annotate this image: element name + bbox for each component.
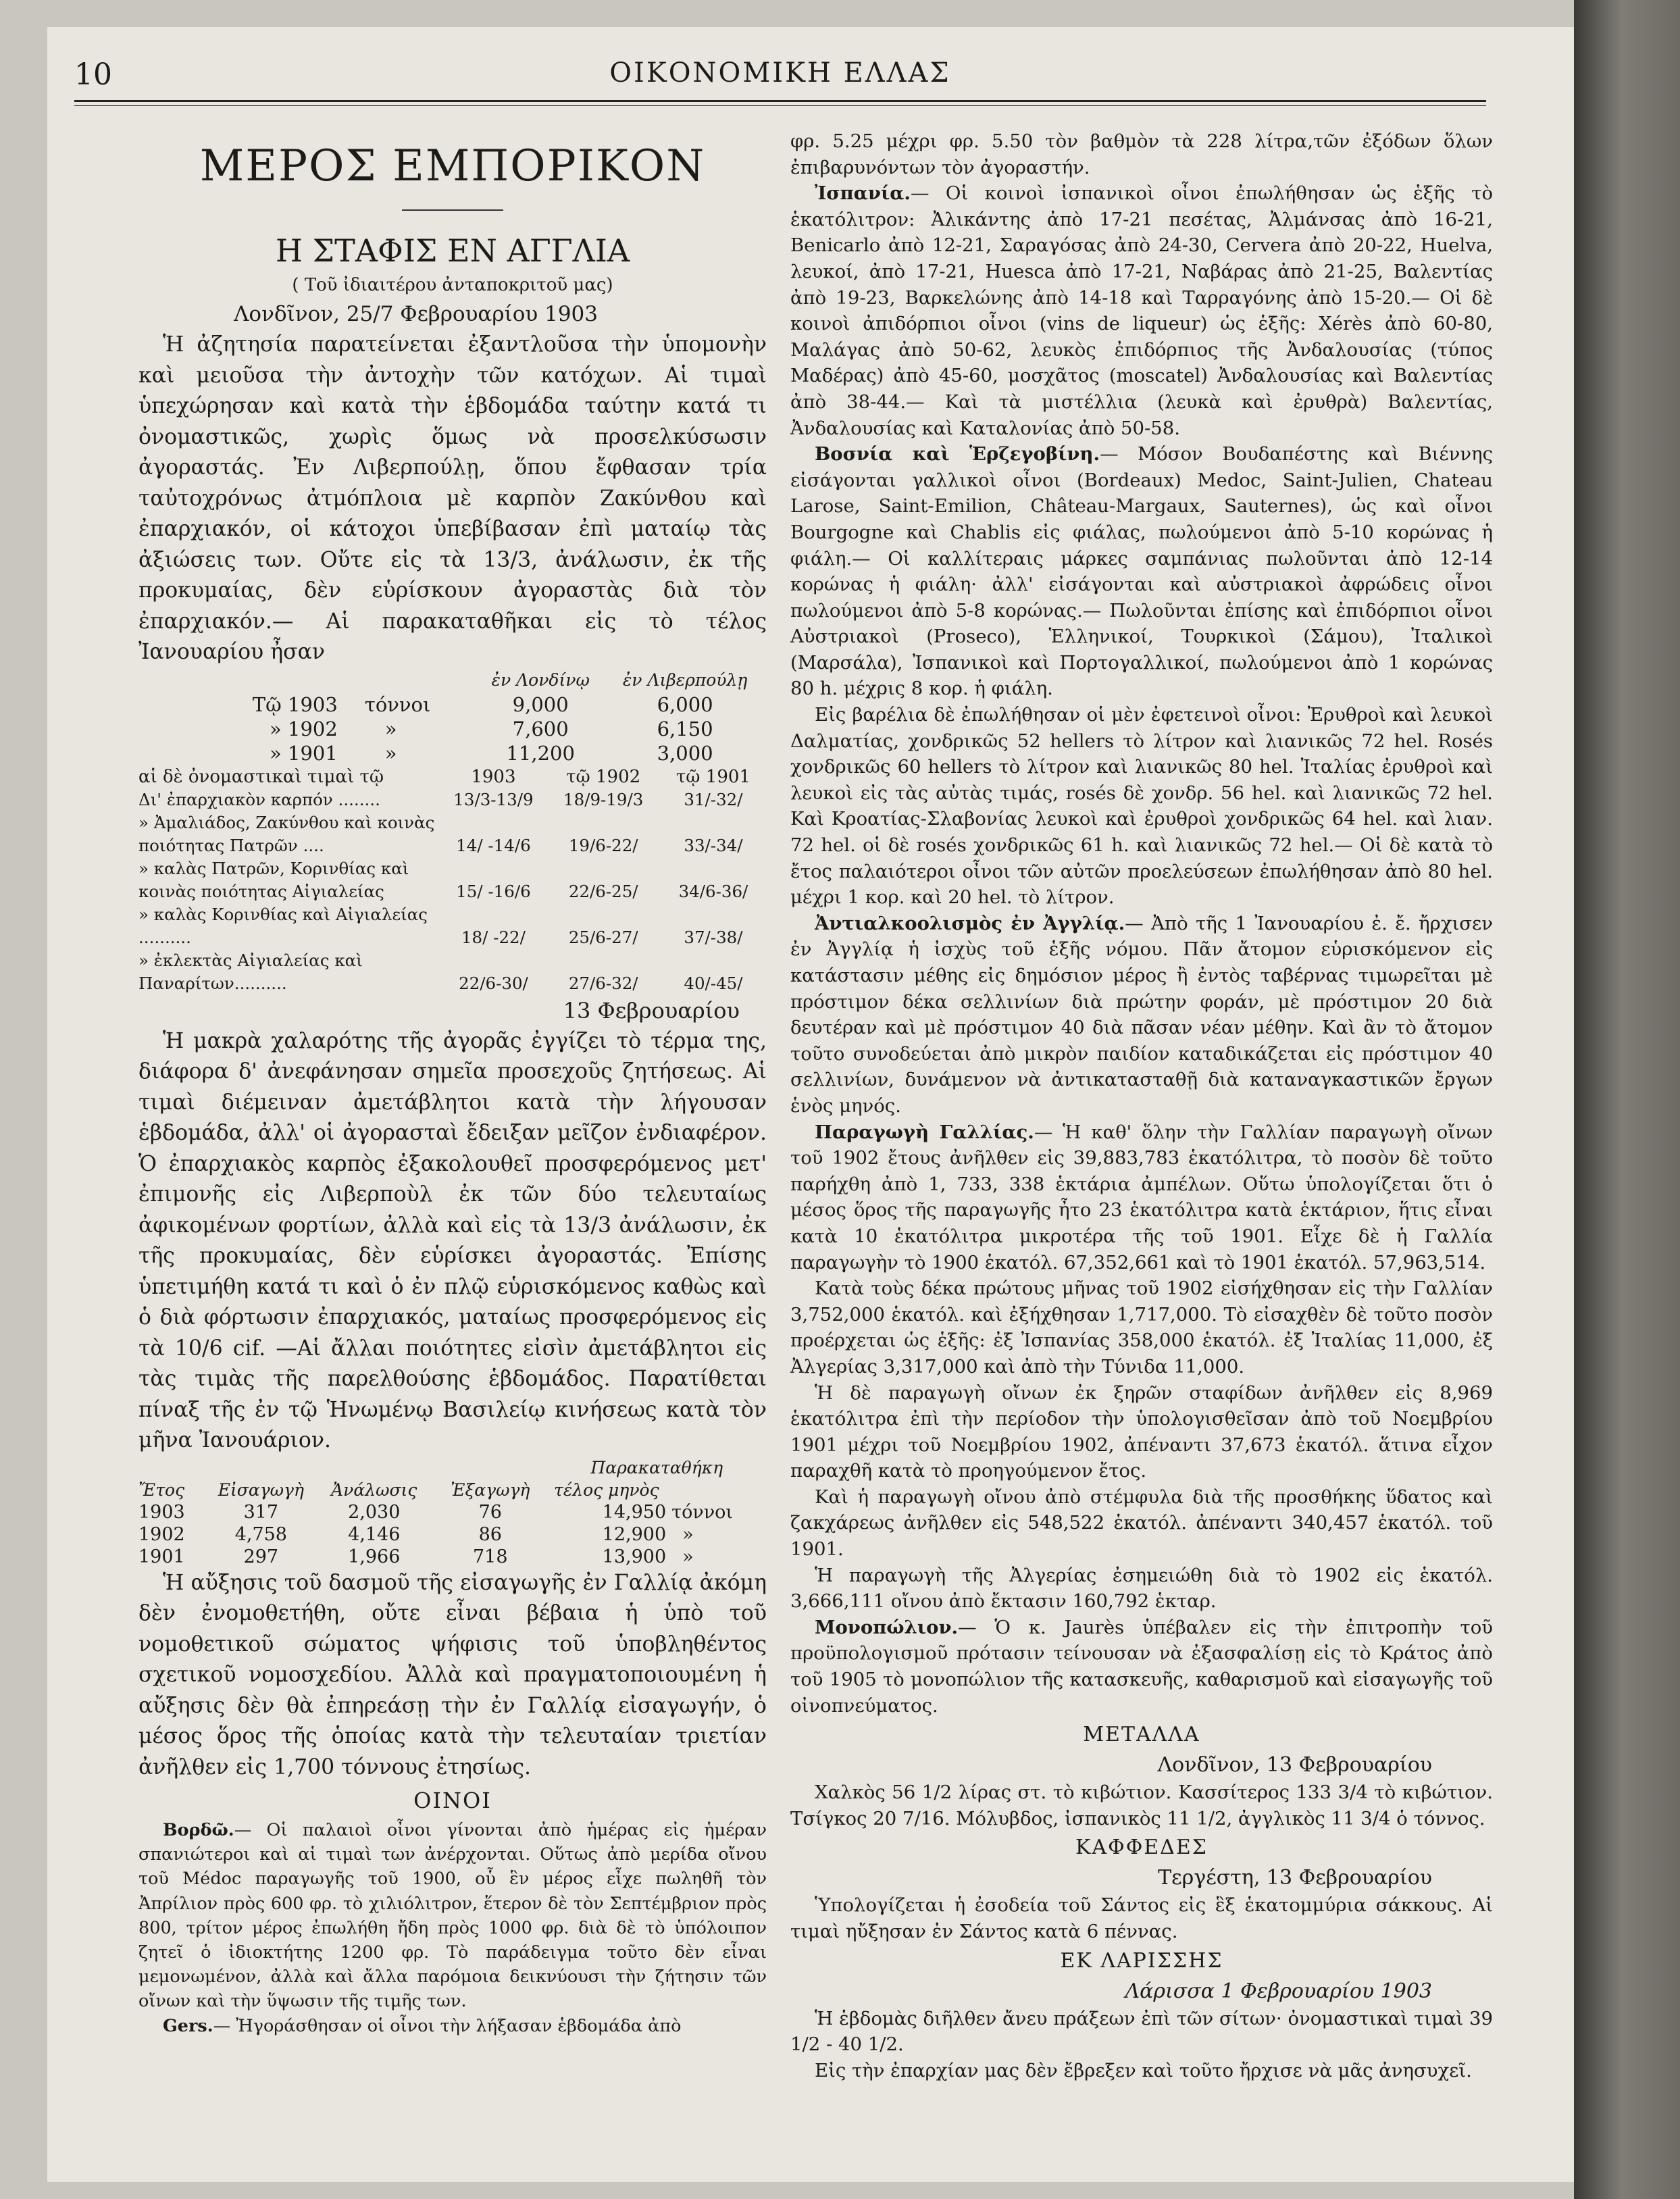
article-paragraph: Κατὰ τοὺς δέκα πρώτους μῆνας τοῦ 1902 εἰσήχθησαν εἰς τὴν Γαλλίαν 3,752,000 ἑκατόλ. καὶ ἐξήχθησαν 1,717,000. Τὸ εἰσαχθὲν δὲ τοῦτο ποσὸν προέρχεται ὡς ἑξῆς: ἐξ Ἰσπανίας 358,000 ἑκατόλ. ἐξ Ἰταλίας 11,000, ἐξ Ἀλγερίας 3,317,000 καὶ ἀπὸ τὴν Τύνιδα 11,000.: [790, 1278, 1493, 1377]
section-heading-metals: ΜΕΤΑΛΛΑ: [1083, 1723, 1200, 1747]
metals-dateline: Λονδῖνον, 13 Φεβρουαρίου: [1157, 1753, 1432, 1777]
article-paragraph: Ἡ μακρὰ χαλαρότης τῆς ἀγορᾶς ἐγγίζει τὸ τέρμα της, διάφορα δ' ἀνεφάνησαν σημεῖα προσεχοῦς ζητήσεως. Αἱ τιμαὶ διέμειναν ἀμετάβλητοι κατὰ τὴν λήγουσαν ἑβδομάδα, ἀλλ' οἱ ἀγορασταὶ ἔδειξαν μεῖζον ἐνδιαφέρον. Ὁ ἐπαρχιακὸς καρπὸς ἐξακολουθεῖ προσφερόμενος μετ' ἐπιμονῆς εἰς Λιβερποὺλ ἐκ τῶν δύο τελευταίως ἀφικομένων φορτίων, ἀλλὰ καὶ εἰς τὰ 13/3 ἀνάλωσιν, ἐκ τῆς προκυμαίας, δὲν εὑρίσκει ἀγοραστάς. Ἐπίσης ὑπετιμήθη κατά τι καὶ ὁ ἐν πλῷ εὑρισκόμενος καθὼς καὶ ὁ διὰ φόρτωσιν ἐπαρχιακός, ματαίως προσφερόμενος εἰς τὰ 10/6 cif. —Αἱ ἄλλαι ποιότητες εἰσὶν ἀμετάβλητοι εἰς τὰς τιμὰς τῆς παρελθούσης ἑβδομάδος. Παρατίθεται πίναξ τῆς ἐν τῷ Ἡνωμένῳ Βασιλείῳ κινήσεως κατὰ τὸν μῆνα Ἰανουάριον.: [138, 1028, 767, 1452]
section-heading-wines: ΟΙΝΟΙ: [413, 1788, 492, 1813]
article-paragraph: Εἰς τὴν ἐπαρχίαν μας δὲν ἔβρεξεν καὶ τοῦτο ἤρχισε νὰ μᾶς ἀνησυχεῖ.: [815, 2059, 1472, 2081]
lead-word: Βορδῶ.: [163, 1820, 234, 1840]
article-paragraph: Βορδῶ.— Οἱ παλαιοὶ οἶνοι γίνονται ἀπὸ ἡμέρας εἰς ἡμέραν σπανιώτεροι καὶ αἱ τιμαὶ των ἀνέρχονται. Οὕτως ἀπὸ μερίδα οἴνου τοῦ Médoc παραγωγῆς τοῦ 1900, οὗ ἓν μέρος εἶχε πωληθῆ τὸν Ἀπρίλιον πρὸς 600 φρ. τὸ χιλιόλιτρον, ἕτερον δὲ τὸν Σεπτέμβριον πρὸς 800, τρίτον μέρος ἐπωλήθη ἤδη πρὸς 1000 φρ. διὰ δὲ τὸ ὑπόλοιπον ζητεῖ ὁ ἰδιοκτήτης 1200 φρ. Τὸ παράδειγμα τοῦτο δὲν εἶναι μεμονωμένον, ἀλλὰ καὶ ἄλλα παρόμοια δεικνύουσι τὴν ζήτησιν τῶν οἴνων καὶ τὴν ὕψωσιν τῆς τιμῆς των.: [138, 1820, 767, 2012]
article-paragraph: Εἰς βαρέλια δὲ ἐπωλήθησαν οἱ μὲν ἐφετεινοὶ οἶνοι: Ἐρυθροὶ καὶ λευκοὶ Δαλματίας, χονδρικῶς 52 hellers τὸ λίτρον καὶ λιανικῶς 72 hel. Rosés χονδρικῶς 60 hellers τὸ λίτρον καὶ λιανικῶς 80 hel. Ἰταλίας ἐρυθροὶ καὶ λευκοὶ εἰς τὰς αὐτὰς τιμάς, rosés δὲ χονδρ. 56 hel. καὶ λιανικῶς 72 hel. Καὶ Κροατίας-Σλαβονίας λευκοὶ καὶ ἐρυθροὶ χονδρικῶς 64 hel. καὶ λιαν. 72 hel. οἱ δὲ rosés χονδρικῶς 61 h. καὶ λιανικῶς 72 hel.— Οἱ δὲ κατὰ τὸ ἔτος παλαιότεροι οἶνοι τῶν αὐτῶν προελεύσεων ἐπωλήθησαν ἀπὸ 80 hel. μέχρι 1 κορ. καὶ 20 hel. τὸ λίτρον.: [790, 704, 1493, 909]
article-paragraph: Gers.— Ἠγοράσθησαν οἱ οἶνοι τὴν λήξασαν ἑβδομάδα ἀπὸ: [163, 2015, 682, 2036]
article-paragraph: Ἡ παραγωγὴ τῆς Ἀλγερίας ἐσημειώθη διὰ τὸ 1902 εἰς ἑκατόλ. 3,666,111 οἴνου ἀπὸ ἔκτασιν 160,792 ἑκταρ.: [790, 1564, 1493, 1613]
section-heading-larissa: ΕΚ ΛΑΡΙΣΣΗΣ: [1060, 1948, 1223, 1973]
lead-word: Βοσνία καὶ Ἑρζεγοβίνη.: [815, 443, 1100, 465]
article-byline: ( Τοῦ ἰδιαιτέρου ἀνταποκριτοῦ μας): [292, 275, 613, 295]
stock-head-liverpool: ἐν Λιβερπούλῃ: [622, 669, 748, 690]
table-row: » Ἀμαλιάδος, Ζακύνθου καὶ κοινὰς ποιότητας Πατρῶν .... 14/ -14/6 19/6-22/ 33/-34/: [138, 812, 743, 855]
header-rule: [74, 100, 1486, 102]
article-paragraph: Χαλκὸς 56 1/2 λίρας στ. τὸ κιβώτιον. Κασσίτερος 133 3/4 τὸ κιβώτιον. Τσίγκος 20 7/16. Μόλυβδος, ἰσπανικὸς 11 1/2, ἀγγλικὸς 11 3/4 ὁ τόννος.: [790, 1781, 1493, 1829]
article-paragraph: Ἡ αὔξησις τοῦ δασμοῦ τῆς εἰσαγωγῆς ἐν Γαλλίᾳ ἀκόμη δὲν ἐνομοθετήθη, οὔτε εἶναι βέβαια ἡ ὑπὸ τοῦ νομοθετικοῦ σώματος ψήφισις τοῦ ὑποβληθέντος σχετικοῦ νομοσχεδίου. Ἀλλὰ καὶ πραγματοποιουμένη ἡ αὔξησις δὲν θὰ ἐπηρεάσῃ τὴν ἐν Γαλλίᾳ εἰσαγωγήν, ὁ μέσος ὅρος τῆς ὁποίας κατὰ τὴν τελευταίαν τριετίαν ἀνῆλθεν εἰς 1,700 τόννους ἐτησίως.: [138, 1570, 767, 1779]
article-paragraph: Παραγωγὴ Γαλλίας.— Ἡ καθ' ὅλην τὴν Γαλλίαν παραγωγὴ οἴνων τοῦ 1902 ἔτους ἀνῆλθεν εἰς 39,883,783 ἑκατόλιτρα, τὸ ποσὸν δὲ τοῦτο παρήχθη ἀπὸ 1, 733, 338 ἑκτάρια ἀμπέλων. Οὕτω ὑπολογίζεται ὅτι ὁ μέσος ὅρος τῆς παραγωγῆς ἦτο 23 ἑκατόλιτρα κατὰ ἑκτάριον, ἥτις εἶναι κατὰ 10 ἑκατόλιτρα μικροτέρα τῆς τοῦ 1901. Εἶχε δὲ ἡ Γαλλία παραγωγὴν τὸ 1900 ἑκατόλ. 67,352,661 καὶ τὸ 1901 ἑκατόλ. 57,963,514.: [790, 1121, 1493, 1273]
table-row: 1901 297 1,966 718 13,900 »: [138, 1546, 694, 1567]
page-edge-shadow: [1574, 0, 1680, 2199]
table-row: 1902 4,758 4,146 86 12,900 »: [138, 1523, 694, 1545]
movement-table: Παρακαταθήκη Ἔτος Εἰσαγωγὴ Ἀνάλωσις Ἐξαγωγὴ τέλος μηνὸς 1903 317 2,030 76 14,950 τόννοι 1902 4,758 4,146 86 12,900 » 1901 297 1,966 718 13,900 »: [138, 1457, 767, 1568]
lead-word: Μονοπώλιον.: [815, 1616, 959, 1638]
table-row: 1903 317 2,030 76 14,950 τόννοι: [138, 1501, 734, 1523]
article-dateline: Λονδῖνον, 25/7 Φεβρουαρίου 1903: [234, 302, 598, 326]
article-paragraph: Ἡ δὲ παραγωγὴ οἴνων ἐκ ξηρῶν σταφίδων ἀνῆλθεν εἰς 8,969 ἑκατόλιτρα ἐπὶ τὴν περίοδον τὴν ὑπολογισθεῖσαν ἀπὸ τοῦ Νοεμβρίου 1901 μέχρι τοῦ Νοεμβρίου 1902, ἀπέναντι 37,673 ἑκατόλ. ἅτινα εἶχον παραχθῆ κατὰ τὸ προηγούμενον ἔτος.: [790, 1382, 1493, 1482]
running-header: [74, 57, 1486, 98]
larissa-dateline: Λάρισσα 1 Φεβρουαρίου 1903: [1125, 1979, 1432, 2003]
title-divider: [402, 209, 503, 211]
table-row: Τῷ 1903 τόννοι 9,000 6,000: [252, 692, 713, 716]
article-date-2: 13 Φεβρουαρίου: [563, 997, 740, 1023]
article-paragraph: Ἰσπανία.— Οἱ κοινοὶ ἰσπανικοὶ οἶνοι ἐπωλήθησαν ὡς ἑξῆς τὸ ἑκατόλιτρον: Ἀλικάντης ἀπὸ 17-21 πεσέτας, Ἀλμάνσας ἀπὸ 16-21, Benicarlo ἀπὸ 12-21, Σαραγόσας ἀπὸ 24-30, Cervera ἀπὸ 20-22, Huelva, λευκοί, ἀπὸ 17-21, Huesca ἀπὸ 17-21, Ναβάρας ἀπὸ 21-25, Βαλεντίας ἀπὸ 19-23, Βαρκελώνης ἀπὸ 14-18 καὶ Ταρραγόνης ἀπὸ 15-20.— Οἱ δὲ κοινοὶ ἀπιδόρπιοι οἶνοι (vins de liqueur) ὡς ἑξῆς: Xérès ἀπὸ 60-80, Μαλάγας ἀπὸ 50-62, λευκὸς ἐπιδόρπιος τῆς Ἀνδαλουσίας (τύπος Μαδέρας) ἀπὸ 45-60, μοσχᾶτος (moscatel) Ἀνδαλουσίας καὶ Βαλεντίας ἀπὸ 38-44.— Καὶ τὰ μιστέλλια (λευκὰ καὶ ἐρυθρὰ) Βαλεντίας, Ἀνδαλουσίας καὶ Καταλονίας ἀπὸ 50-58.: [790, 182, 1493, 439]
right-column: [790, 128, 1493, 2083]
section-heading-coffee: ΚΑΦΦΕΔΕΣ: [1075, 1836, 1208, 1860]
article-paragraph: Καὶ ἡ παραγωγὴ οἴνου ἀπὸ στέμφυλα διὰ τῆς προσθήκης ὕδατος καὶ ζακχάρεως ἀνῆλθεν εἰς 548,522 ἑκατόλ. ἀπέναντι 340,457 ἑκατόλ. τοῦ 1901.: [790, 1486, 1493, 1561]
article-paragraph: Ἡ ἑβδομὰς διῆλθεν ἄνευ πράξεων ἐπὶ τῶν σίτων· ὀνομαστικαὶ τιμαὶ 39 1/2 - 40 1/2.: [790, 2007, 1493, 2056]
stock-head-london: ἐν Λονδίνῳ: [491, 669, 590, 690]
article-paragraph: φρ. 5.25 μέχρι φρ. 5.50 τὸν βαθμὸν τὰ 228 λίτρα,τῶν ἐξόδων ὅλων ἐπιβαρυνόντων τὸν ἀγοραστήν.: [790, 130, 1493, 178]
article-title: Η ΣΤΑΦΙΣ ΕΝ ΑΓΓΛΙΑ: [275, 232, 630, 269]
table-row: Δι' ἐπαρχιακὸν καρπόν ........ 13/3-13/9 18/9-19/3 31/-32/: [138, 789, 743, 809]
left-column: [138, 128, 767, 2038]
page-number: 10: [74, 57, 112, 92]
header-rule-thin: [74, 105, 1486, 106]
journal-title: ΟΙΚΟΝΟΜΙΚΗ ΕΛΛΑΣ: [609, 57, 951, 89]
lead-word: Ἀντιαλκοολισμὸς ἐν Ἀγγλίᾳ.: [815, 912, 1125, 934]
article-paragraph: Ὑπολογίζεται ἡ ἐσοδεία τοῦ Σάντος εἰς ἓξ ἑκατομμύρια σάκκους. Αἱ τιμαὶ ηὔξησαν ἐν Σάντος κατὰ 6 πέννας.: [790, 1894, 1493, 1942]
table-row: » καλὰς Πατρῶν, Κορινθίας καὶ κοινὰς ποιότητας Αἰγιαλείας 15/ -16/6 22/6-25/ 34/6-36/: [138, 858, 748, 901]
table-row: » 1902 » 7,600 6,150: [270, 717, 713, 740]
table-row: » 1901 » 11,200 3,000: [270, 741, 713, 765]
table-row: » καλὰς Κορινθίας καὶ Αἰγιαλείας .......... 18/ -22/ 25/6-27/ 37/-38/: [138, 904, 743, 947]
article-paragraph: Βοσνία καὶ Ἑρζεγοβίνη.— Μόσον Βουδαπέστης καὶ Βιέννης εἰσάγονται γαλλικοὶ οἶνοι (Bordeaux) Medoc, Saint-Julien, Chateau Larose, Saint-Emilion, Château-Margaux, Sauternes), ὡς καὶ οἶνοι Bourgogne καὶ Chablis εἰς φιάλας, πωλούμενοι ἀπὸ 5-10 κορώνας ἡ φιάλη.— Οἱ καλλίτεραις μάρκες σαμπάνιας πωλοῦνται ἀπὸ 12-14 κορώνας ἡ φιάλη· ἀλλ' εἰσάγονται καὶ αὐστριακοὶ ἀφρώδεις οἶνοι πωλούμενοι ἀπὸ 5-8 κορώνας.— Πωλοῦνται ἐπίσης καὶ ἐπιδόρπιοι οἶνοι Αὐστριακοὶ (Proseco), Ἑλληνικοί, Τουρκικοὶ (Σάμου), Ἰταλικοὶ (Μαρσάλα), Ἰσπανικοὶ καὶ Πορτογαλλικοί, πωλούμενοι ἀπὸ 1 κορώνας 80 h. μέχρις 8 κορ. ἡ φιάλη.: [790, 443, 1493, 700]
section-title: ΜΕΡΟΣ ΕΜΠΟΡΙΚΟΝ: [199, 141, 706, 191]
table-row: » ἐκλεκτὰς Αἰγιαλείας καὶ Παναρίτων.......... 22/6-30/ 27/6-32/ 40/-45/: [138, 950, 743, 993]
coffee-dateline: Τεργέστη, 13 Φεβρουαρίου: [1158, 1866, 1432, 1890]
stock-table: [138, 668, 767, 765]
article-paragraph: Μονοπώλιον.— Ὁ κ. Jaurès ὑπέβαλεν εἰς τὴν ἐπιτροπὴν τοῦ προϋπολογισμοῦ πρότασιν τείνουσαν νὰ ἐξασφαλίσῃ εἰς τὸ Κράτος ἀπὸ τοῦ 1905 τὸ μονοπώλιον τῆς κατασκευῆς, καθαρισμοῦ καὶ εἰσαγωγῆς τοῦ οἰνοπνεύματος.: [790, 1616, 1493, 1717]
lead-word: Ἰσπανία.: [815, 182, 911, 205]
lead-word: Παραγωγὴ Γαλλίας.: [815, 1121, 1034, 1143]
price-table: αἱ δὲ ὀνομαστικαὶ τιμαὶ τῷ 1903 τῷ 1902 τῷ 1901 Δι' ἐπαρχιακὸν καρπόν ........ 13/3-13/9 18/9-19/3 31/-32/ » Ἀμαλιάδος, Ζακύνθου καὶ κοινὰς ποιότητας Πατρῶν .... 14/ -14/6 19/6-22/ 33/-34/ » καλὰς Πατρῶν, Κορινθίας καὶ κοινὰς ποιότητας Αἰγιαλείας 15/ -16/6 22/6-25/ 34/6-36/ » καλὰς Κορινθίας καὶ Αἰγιαλείας .......... 18/ -22/ 25/6-27/ 37/-38/ » ἐκλεκτὰς Αἰγιαλείας καὶ Παναρίτων.......... 22/6-30/ 27/6-32/ 40/-45/: [138, 765, 767, 995]
article-paragraph: Ἀντιαλκοολισμὸς ἐν Ἀγγλίᾳ.— Ἀπὸ τῆς 1 Ἰανουαρίου ἐ. ἔ. ἤρχισεν ἐν Ἀγγλίᾳ ἡ ἰσχὺς τοῦ ἑξῆς νόμου. Πᾶν ἄτομον εὑρισκόμενον εἰς κατάστασιν μέθης εἰς δημόσιον μέρος ἢ ἐντὸς ταβέρνας τιμωρεῖται μὲ πρόστιμον δέκα σελλινίων διὰ πρώτην φοράν, μὲ πρόστιμον 20 διὰ δευτέραν καὶ μὲ πρόστιμον 40 διὰ πᾶσαν νέαν μέθην. Καὶ ἂν τὸ ἄτομον τοῦτο συνοδεύεται ἀπὸ μικρὸν παιδίον καταδικάζεται εἰς πρόστιμον 40 σελλινίων, δυνάμενον νὰ ἀντικατασταθῇ διὰ καταναγκαστικῶν ἔργων ἑνὸς μηνός.: [790, 912, 1493, 1117]
article-paragraph: Ἡ ἀζητησία παρατείνεται ἐξαντλοῦσα τὴν ὑπομονὴν καὶ μειοῦσα τὴν ἀντοχὴν τῶν κατόχων. Αἱ τιμαὶ ὑπεχώρησαν καὶ κατὰ τὴν ἑβδομάδα ταύτην κατά τι ὀνομαστικῶς, χωρὶς ὅμως νὰ προσελκύσωσιν ἀγοραστάς. Ἐν Λιβερπούλῃ, ὅπου ἔφθασαν τρία ταὐτοχρόνως ἀτμόπλοια μὲ καρπὸν Ζακύνθου καὶ ἐπαρχιακόν, οἱ κάτοχοι ὑπεβίβασαν ἐπὶ ματαίῳ τὰς ἀξιώσεις των. Οὔτε εἰς τὰ 13/3, ἀνάλωσιν, ἐκ τῆς προκυμαίας, δὲν εὑρίσκουν ἀγοραστὰς διὰ τὸν ἐπαρχιακόν.— Αἱ παρακαταθῆκαι εἰς τὸ τέλος Ἰανουαρίου ἦσαν: [138, 332, 767, 664]
lead-word: Gers.: [163, 2015, 213, 2036]
